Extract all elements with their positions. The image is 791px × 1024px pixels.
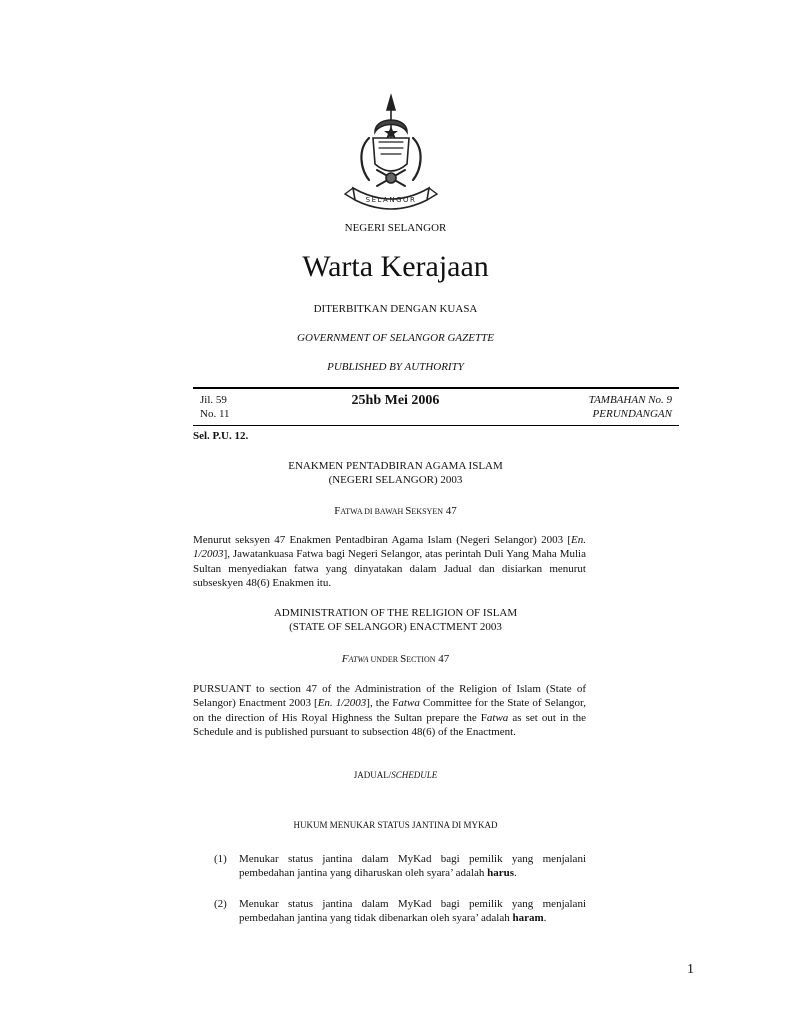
gazette-title: Warta Kerajaan: [302, 250, 489, 283]
malay-heading-line1: ENAKMEN PENTADBIRAN AGAMA ISLAM: [288, 460, 503, 472]
schedule-list: [214, 852, 586, 942]
list-item-text: Menukar status jantina dalam MyKad bagi pemilik yang menjalani pembedahan jantina yang diharuskan oleh syara’ adalah harus.: [239, 853, 586, 880]
issue-number: No. 11: [200, 408, 230, 420]
malay-paragraph: Menurut seksyen 47 Enakmen Pentadbiran Agama Islam (Negeri Selangor) 2003 [En. 1/2003], Jawatankuasa Fatwa bagi Negeri Selangor, atas perintah Duli Yang Maha Mulia Sultan menyediakan fatwa yang dinyatakan dalam Jadual dan disiarkan menurut subseskyen 48(6) Enakmen itu.: [193, 534, 586, 590]
issue-volume: Jil. 59: [200, 394, 227, 406]
schedule-label: JADUAL/SCHEDULE: [353, 770, 438, 780]
state-name: NEGERI SELANGOR: [344, 222, 447, 234]
issue-date: 25hb Mei 2006: [351, 393, 440, 408]
english-fatwa-subheading: FATWA UNDER SECTION 47: [341, 653, 450, 665]
selangor-crest-icon: [339, 92, 443, 216]
english-heading-line1: ADMINISTRATION OF THE RELIGION OF ISLAM: [273, 607, 518, 619]
list-item: [214, 897, 586, 926]
malay-enactment-heading: [0, 459, 791, 487]
authority-malay: DITERBITKAN DENGAN KUASA: [313, 303, 478, 315]
english-enactment-heading: [0, 606, 791, 634]
english-heading-line2: (STATE OF SELANGOR) ENACTMENT 2003: [289, 621, 502, 633]
ruling: harus: [487, 867, 515, 880]
ruling: haram: [512, 912, 544, 925]
crest-ribbon-text: SELANGOR: [365, 196, 417, 204]
malay-heading-line2: (NEGERI SELANGOR) 2003: [328, 474, 463, 486]
malay-fatwa-subheading: FATWA DI BAWAH SEKSYEN 47: [334, 505, 457, 517]
supplement-category: PERUNDANGAN: [592, 408, 672, 420]
list-item: [214, 852, 586, 881]
gazette-title-english: GOVERNMENT OF SELANGOR GAZETTE: [297, 332, 494, 344]
list-item-text: Menukar status jantina dalam MyKad bagi pemilik yang menjalani pembedahan jantina yang tidak dibenarkan oleh syara’ adalah haram.: [239, 897, 586, 925]
header-top-rule: [193, 387, 679, 389]
supplement-number: TAMBAHAN No. 9: [588, 394, 672, 406]
page-number: 1: [687, 962, 694, 977]
reference-number: Sel. P.U. 12.: [193, 430, 249, 442]
list-item-number: (2): [214, 897, 227, 910]
schedule-heading: HUKUM MENUKAR STATUS JANTINA DI MYKAD: [293, 820, 498, 830]
list-item-number: (1): [214, 853, 227, 865]
issue-supplement: [480, 393, 672, 421]
authority-english: PUBLISHED BY AUTHORITY: [327, 361, 464, 373]
header-bottom-rule: [193, 425, 679, 426]
english-paragraph: PURSUANT to section 47 of the Administration of the Religion of Islam (State of Selangor) Enactment 2003 [En. 1/2003], the Fatwa Committee for the State of Selangor, on the direction of His Royal Highness the Sultan prepare the Fatwa as set out in the Schedule and is published pursuant to subsection 48(6) of the Enactment.: [193, 683, 587, 739]
